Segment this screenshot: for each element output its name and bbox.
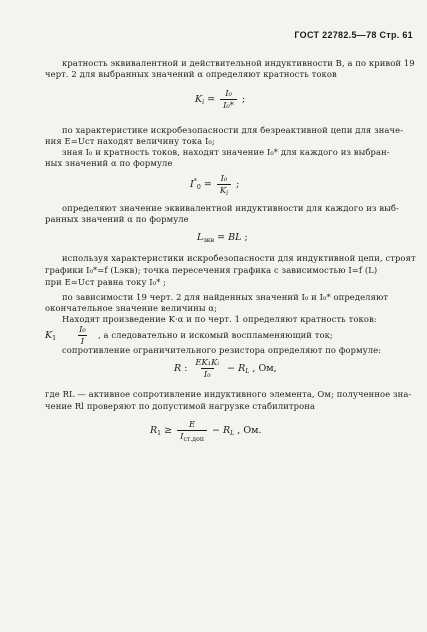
text-line: по зависимости 19 черт. 2 для найденных значений I₀ и I₀* определяют [62,292,389,302]
text-line: определяют значение эквивалентной индуктивности для каждого из выб- [62,203,399,213]
formula-r1: $R_1$ ≥ $\frac{E}{I_{ст.доп}}$ − $R_L$ , Ом. [150,419,262,443]
formula-ki: $K_i$ = $\frac{\text{I₀}}{\text{I₀*}}$ ; [195,88,246,110]
text-line: графики I₀*=f (Lэкв); точка пересечения графика с зависимостью I=f (L) [45,265,378,275]
text-line: где RL — активное сопротивление индуктивного элемента, Ом; полученное зна- [45,389,412,399]
text-line: , а следовательно и искомый воспламеняющий ток; [98,330,333,340]
text-line: черт. 2 для выбранных значений α определяют кратность токов [45,69,337,79]
text-line: используя характеристики искробезопасности для индуктивной цепи, строят [62,253,416,263]
formula-lekv: $L_{экв}$ = BL ; [197,232,248,244]
text-line: ния E=Uст находят величину тока I₀; [45,136,215,146]
text-line: по характеристике искробезопасности для безреактивной цепи для значе- [62,125,404,135]
text-line: зная I₀ и кратность токов, находят значение I₀* для каждого из выбран- [62,147,390,157]
text-line: чение Rl проверяют по допустимой нагрузке стабилитрона [45,401,316,411]
formula-k1: $K_1$ $\frac{\text{I₀}}{I}$ [45,324,86,346]
text-line: сопротивление ограничительного резистора определяют по формуле: [62,345,382,355]
formula-i0star: $I^*_0$ = $\frac{\text{I₀}}{K_i}$ ; [190,173,240,197]
text-line: при E=Uст равна току I₀* ; [45,277,167,287]
formula-r: R : $\frac{\text{EK₁Kᵢ}}{\text{I₀}}$ − $R_L$ , Ом, [174,357,277,379]
text-line: кратность эквивалентной и действительной индуктивности В, а по кривой 19 [62,58,415,68]
text-line: окончательное значение величины α; [45,303,218,313]
text-line: ранных значений α по формуле [45,214,189,224]
text-line: ных значений α по формуле [45,158,173,168]
text-line: Находят произведение K·α и по черт. 1 определяют кратность токов: [62,314,377,324]
page-header: ГОСТ 22782.5—78 Стр. 61 [294,30,413,40]
